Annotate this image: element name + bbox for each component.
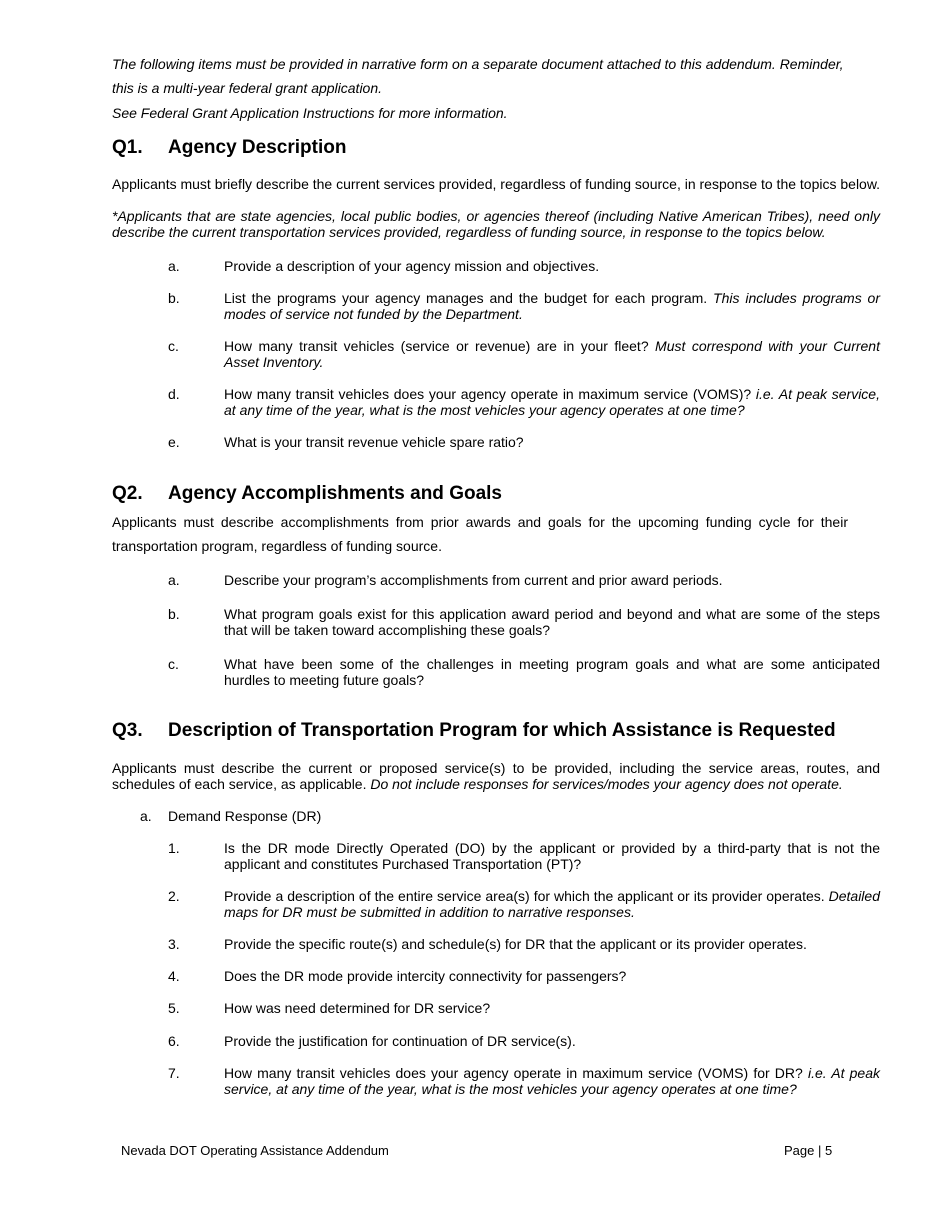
list-marker: b.	[168, 290, 180, 306]
q2-description-line-1: Applicants must describe accomplishments from prior awards and goals for the upcoming funding cycle for their	[112, 514, 848, 530]
item-italic-note: Must correspond with your Current Asset Inventory.	[224, 338, 880, 370]
q3-item-4	[112, 968, 880, 984]
q3-item-1	[112, 840, 880, 872]
q1-item-e	[112, 434, 880, 450]
list-marker: c.	[168, 338, 179, 354]
q3-item-3	[112, 936, 880, 952]
list-marker: 6.	[168, 1033, 180, 1049]
item-italic-note: i.e. At peak service, at any time of the year, what is the most vehicles your agency operates at one time?	[224, 1065, 880, 1097]
q3-item-7	[112, 1065, 880, 1097]
list-marker: 7.	[168, 1065, 180, 1081]
item-text: Does the DR mode provide intercity connectivity for passengers?	[224, 968, 627, 984]
list-marker: 4.	[168, 968, 180, 984]
list-marker: a.	[140, 808, 152, 824]
item-text: Is the DR mode Directly Operated (DO) by the applicant or provided by a third-party that is not the applicant and constitutes Purchased Transportation (PT)?	[224, 840, 880, 872]
item-text: How many transit vehicles does your agency operate in maximum service (VOMS) for DR?	[224, 1065, 808, 1081]
footer-document-title: Nevada DOT Operating Assistance Addendum	[121, 1143, 389, 1158]
item-text: How many transit vehicles (service or revenue) are in your fleet?	[224, 338, 656, 354]
q2-number: Q2.	[112, 483, 143, 504]
q2-item-a	[112, 572, 880, 588]
q3-description	[112, 760, 880, 792]
q3-item-5	[112, 1000, 880, 1016]
q2-title: Agency Accomplishments and Goals	[168, 483, 502, 504]
intro-line-2: this is a multi-year federal grant application.	[112, 80, 383, 96]
item-text: What have been some of the challenges in meeting program goals and what are some anticipated hurdles to meeting future goals?	[224, 656, 880, 688]
q2-item-b	[112, 606, 880, 638]
item-text: List the programs your agency manages and the budget for each program.	[224, 290, 714, 306]
q1-item-b	[112, 290, 880, 322]
item-text: Describe your program’s accomplishments from current and prior award periods.	[224, 572, 723, 588]
q3-item-6	[112, 1033, 880, 1049]
q3-description-text: Applicants must describe the current or proposed service(s) to be provided, including the service areas, routes, and schedules of each service, as applicable.	[112, 760, 880, 792]
list-marker: 5.	[168, 1000, 180, 1016]
q1-note: *Applicants that are state agencies, local public bodies, or agencies thereof (including Native American Tribes), need only describe the current transportation services provided, regardless of funding source, in response to the topics below.	[112, 208, 880, 240]
item-text: Provide a description of the entire service area(s) for which the applicant or its provider operates.	[224, 888, 829, 904]
q3-number: Q3.	[112, 720, 143, 741]
item-text: How many transit vehicles does your agency operate in maximum service (VOMS)?	[224, 386, 756, 402]
q1-item-c	[112, 338, 880, 370]
intro-line-3: See Federal Grant Application Instructions for more information.	[112, 105, 508, 121]
item-text: What is your transit revenue vehicle spare ratio?	[224, 434, 524, 450]
q1-item-d	[112, 386, 880, 418]
list-marker: e.	[168, 434, 180, 450]
q3-heading	[112, 720, 836, 742]
list-marker: b.	[168, 606, 180, 622]
item-text: What program goals exist for this application award period and beyond and what are some of the steps that will be taken toward accomplishing these goals?	[224, 606, 880, 638]
list-marker: c.	[168, 656, 179, 672]
item-text: Provide the specific route(s) and schedule(s) for DR that the applicant or its provider operates.	[224, 936, 807, 952]
item-text: Provide a description of your agency mission and objectives.	[224, 258, 600, 274]
item-italic-note: Detailed maps for DR must be submitted in addition to narrative responses.	[224, 888, 880, 920]
item-text: Provide the justification for continuation of DR service(s).	[224, 1033, 576, 1049]
list-marker: a.	[168, 572, 180, 588]
q1-number: Q1.	[112, 137, 143, 158]
q3-description-italic: Do not include responses for services/modes your agency does not operate.	[370, 776, 843, 792]
item-italic-note: This includes programs or modes of service not funded by the Department.	[224, 290, 881, 322]
q1-title: Agency Description	[168, 137, 347, 158]
q3-title: Description of Transportation Program for which Assistance is Requested	[168, 720, 836, 741]
q2-heading	[112, 483, 502, 505]
q3-item-2	[112, 888, 880, 920]
q1-item-a	[112, 258, 880, 274]
list-marker: 2.	[168, 888, 180, 904]
list-marker: d.	[168, 386, 180, 402]
list-marker: 3.	[168, 936, 180, 952]
footer-page-number: Page | 5	[784, 1143, 833, 1158]
q1-heading	[112, 137, 346, 159]
item-text: How was need determined for DR service?	[224, 1000, 491, 1016]
intro-line-1: The following items must be provided in narrative form on a separate document attached to this addendum. Reminder,	[112, 56, 844, 72]
q2-item-c	[112, 656, 880, 688]
item-italic-note: i.e. At peak service, at any time of the year, what is the most vehicles your agency operates at one time?	[224, 386, 880, 418]
q2-description-line-2: transportation program, regardless of funding source.	[112, 538, 442, 554]
q3-subsection-a	[112, 808, 880, 824]
list-marker: a.	[168, 258, 180, 274]
subsection-label: Demand Response (DR)	[168, 808, 322, 824]
list-marker: 1.	[168, 840, 180, 856]
q1-description: Applicants must briefly describe the current services provided, regardless of funding source, in response to the topics below.	[112, 176, 881, 192]
